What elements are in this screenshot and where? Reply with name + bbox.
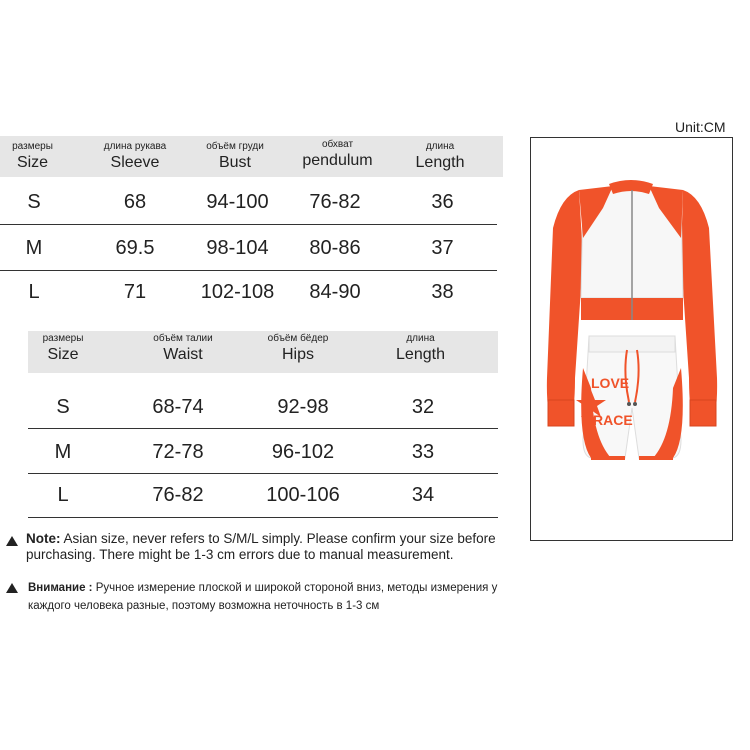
note-label: Note: (26, 531, 61, 546)
table-cell: 68-74 (152, 396, 204, 418)
table-cell: 102-108 (200, 281, 275, 303)
bottom-header-size-en: Size (47, 346, 79, 363)
table-cell: 80-86 (309, 237, 361, 259)
note-ru-text: Ручное измерение плоской и широкой стороной вниз, методы измерения у каждого человека разные, поэтому возможна неточность в 1-3 см (28, 582, 498, 612)
note-russian (6, 579, 511, 615)
top-table-header (0, 136, 503, 177)
table-cell: 32 (411, 396, 435, 418)
table-cell: 76-82 (152, 484, 204, 506)
top-header-length-ru: длина (425, 141, 455, 152)
bottom-table-header (28, 331, 498, 373)
top-header-sleeve (90, 141, 180, 173)
table-row (28, 386, 498, 429)
product-photo (530, 137, 733, 541)
table-cell: 37 (431, 237, 454, 259)
table-row (0, 225, 497, 271)
bottom-header-waist-ru: объём талии (153, 333, 213, 344)
bottom-header-hips-ru: объём бёдер (267, 333, 329, 344)
top-header-bust-ru: объём груди (206, 141, 264, 152)
top-header-pendulum (290, 139, 385, 171)
top-header-size-ru: размеры (12, 141, 53, 152)
bottom-header-length (378, 333, 463, 365)
top-header-pendulum-ru: обхват (321, 139, 354, 150)
top-header-pendulum-en: pendulum (302, 152, 373, 169)
outfit-illustration (531, 138, 732, 540)
table-cell: 36 (431, 191, 454, 213)
table-cell: 98-104 (206, 237, 269, 259)
table-cell: 96-102 (271, 441, 335, 463)
top-header-bust-en: Bust (218, 154, 251, 171)
table-cell: 84-90 (309, 281, 361, 303)
table-row (0, 180, 497, 225)
table-cell: S (56, 396, 70, 418)
top-header-sleeve-en: Sleeve (110, 154, 160, 171)
top-header-length-en: Length (415, 154, 465, 171)
table-cell: L (57, 484, 69, 506)
top-header-bust (190, 141, 280, 173)
top-header-sleeve-ru: длина рукава (103, 141, 167, 152)
top-header-size-en: Size (16, 154, 49, 171)
bottom-header-length-en: Length (396, 346, 445, 363)
unit-label: Unit:CM (675, 119, 726, 135)
table-cell: M (54, 441, 72, 463)
table-cell: 76-82 (309, 191, 361, 213)
table-cell: 100-106 (266, 484, 340, 506)
table-row (28, 474, 498, 518)
bottom-header-size-ru: размеры (42, 333, 84, 344)
table-cell: 71 (123, 281, 147, 303)
table-cell: 94-100 (206, 191, 269, 213)
table-cell: 72-78 (152, 441, 204, 463)
note-text: Asian size, never refers to S/M/L simply. Please confirm your size before purchasing. There might be 1-3 cm errors due to manual measurement. (26, 531, 496, 562)
table-cell: M (25, 237, 43, 259)
bottom-header-size (28, 333, 98, 365)
table-cell: 34 (411, 484, 435, 506)
warning-triangle-icon (6, 583, 18, 593)
table-cell: S (27, 191, 41, 213)
bottom-header-length-ru: длина (406, 333, 435, 344)
note-ru-label: Внимание : (28, 582, 93, 594)
note-english (6, 531, 506, 563)
top-header-length (400, 141, 480, 173)
warning-triangle-icon (6, 536, 18, 546)
table-cell: L (28, 281, 40, 303)
table-cell: 68 (123, 191, 147, 213)
table-row (0, 271, 497, 315)
bottom-header-hips-en: Hips (281, 346, 314, 363)
table-cell: 69.5 (115, 237, 155, 259)
table-cell: 92-98 (277, 396, 329, 418)
svg-text:LOVE: LOVE (591, 375, 630, 391)
svg-text:RACE: RACE (593, 412, 633, 428)
table-row (28, 429, 498, 474)
bottom-header-waist-en: Waist (163, 346, 203, 363)
table-cell: 33 (411, 441, 435, 463)
table-cell: 38 (431, 281, 454, 303)
bottom-header-waist (138, 333, 228, 365)
top-header-size (0, 141, 65, 173)
bottom-header-hips (253, 333, 343, 365)
